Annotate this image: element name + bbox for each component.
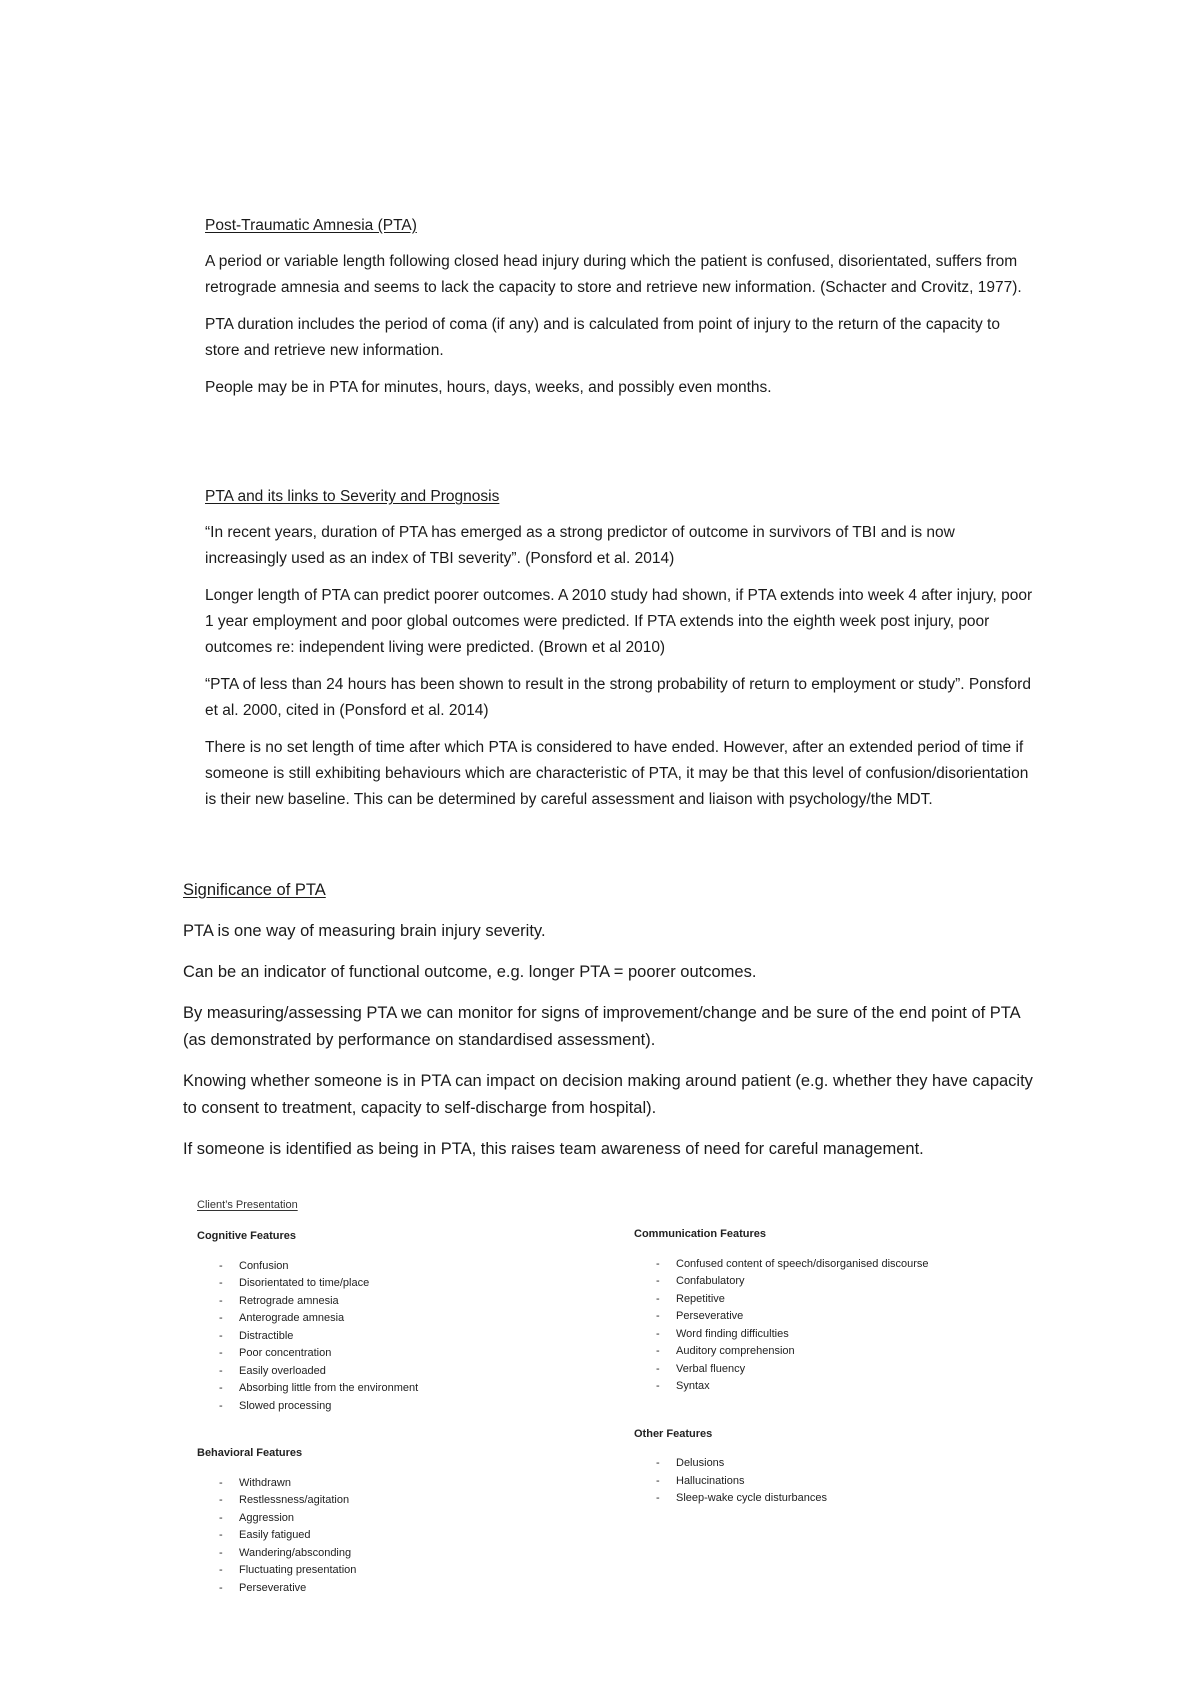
list-item: - Restlessness/agitation	[219, 1492, 617, 1510]
communication-features	[634, 1226, 1094, 1396]
feature-list	[634, 1256, 1094, 1396]
list-item: - Absorbing little from the environment	[219, 1380, 617, 1398]
paragraph: PTA duration includes the period of coma (if any) and is calculated from point of injury to the return of the capacity to store and retrieve new information.	[205, 316, 1000, 359]
list-item: - Withdrawn	[219, 1475, 617, 1493]
list-item: - Anterograde amnesia	[219, 1310, 617, 1328]
list-item: - Repetitive	[656, 1291, 1094, 1309]
paragraph: PTA is one way of measuring brain injury severity.	[183, 922, 546, 940]
paragraph: If someone is identified as being in PTA, this raises team awareness of need for careful management.	[183, 1140, 924, 1158]
other-features	[634, 1426, 1094, 1508]
list-item: - Slowed processing	[219, 1398, 617, 1416]
list-item: - Verbal fluency	[656, 1361, 1094, 1379]
presentation-title: Client’s Presentation	[197, 1199, 298, 1211]
list-item: - Distractible	[219, 1328, 617, 1346]
paragraph: A period or variable length following closed head injury during which the patient is confused, disorientated, suffers from retrograde amnesia and seems to lack the capacity to store and retrieve new information. (Schacter and Crovitz, 1977).	[205, 253, 1022, 296]
group-heading: Behavioral Features	[197, 1447, 303, 1459]
paragraph: Longer length of PTA can predict poorer outcomes. A 2010 study had shown, if PTA extends into week 4 after injury, poor 1 year employment and poor global outcomes were predicted. If PTA extends into the eighth week post injury, poor outcomes re: independent living were predicted. (Brown et al 2010)	[205, 587, 1033, 656]
list-item: - Delusions	[656, 1455, 1094, 1473]
paragraph: “In recent years, duration of PTA has emerged as a strong predictor of outcome in survivors of TBI and is now increasingly used as an index of TBI severity”. (Ponsford et al. 2014)	[205, 524, 955, 567]
paragraph: By measuring/assessing PTA we can monitor for signs of improvement/change and be sure of the end point of PTA (as demonstrated by performance on standardised assessment).	[183, 1004, 1020, 1049]
section-pta-definition	[205, 213, 1035, 412]
list-item: - Fluctuating presentation	[219, 1562, 617, 1580]
group-heading: Other Features	[634, 1427, 713, 1440]
list-item: - Auditory comprehension	[656, 1343, 1094, 1361]
paragraph: People may be in PTA for minutes, hours, days, weeks, and possibly even months.	[205, 379, 772, 396]
presentation-right-column	[634, 1226, 1094, 1538]
paragraph: There is no set length of time after which PTA is considered to have ended. However, after an extended period of time if someone is still exhibiting behaviours which are characteristic of PTA, it may be that this level of confusion/disorientation is their new baseline. This can be determined by careful assessment and liaison with psychology/the MDT.	[205, 739, 1029, 808]
cognitive-features	[197, 1228, 617, 1415]
behavioral-features	[197, 1445, 617, 1597]
list-item: - Easily overloaded	[219, 1363, 617, 1381]
list-item: - Confabulatory	[656, 1273, 1094, 1291]
presentation-left-column	[197, 1228, 617, 1627]
list-item: - Disorientated to time/place	[219, 1275, 617, 1293]
list-item: - Perseverative	[656, 1308, 1094, 1326]
list-item: - Hallucinations	[656, 1473, 1094, 1491]
feature-list	[634, 1455, 1094, 1508]
paragraph: Knowing whether someone is in PTA can impact on decision making around patient (e.g. whether they have capacity to consent to treatment, capacity to self-discharge from hospital).	[183, 1072, 1033, 1117]
paragraph: “PTA of less than 24 hours has been shown to result in the strong probability of return to employment or study”. Ponsford et al. 2000, cited in (Ponsford et al. 2014)	[205, 676, 1031, 719]
section-heading: Significance of PTA	[183, 881, 326, 899]
list-item: - Aggression	[219, 1510, 617, 1528]
group-heading: Cognitive Features	[197, 1230, 297, 1242]
list-item: - Sleep-wake cycle disturbances	[656, 1490, 1094, 1508]
list-item: - Retrograde amnesia	[219, 1293, 617, 1311]
feature-list	[197, 1258, 617, 1416]
list-item: - Perseverative	[219, 1580, 617, 1598]
section-heading: PTA and its links to Severity and Prognosis	[205, 488, 500, 505]
section-heading: Post-Traumatic Amnesia (PTA)	[205, 217, 417, 234]
list-item: - Syntax	[656, 1378, 1094, 1396]
list-item: - Wandering/absconding	[219, 1545, 617, 1563]
list-item: - Confusion	[219, 1258, 617, 1276]
section-severity-prognosis	[205, 484, 1035, 824]
section-significance	[183, 877, 1043, 1177]
list-item: - Word finding difficulties	[656, 1326, 1094, 1344]
feature-list	[197, 1475, 617, 1598]
list-item: - Poor concentration	[219, 1345, 617, 1363]
list-item: - Confused content of speech/disorganised discourse	[656, 1256, 1094, 1274]
group-heading: Communication Features	[634, 1228, 767, 1240]
list-item: - Easily fatigued	[219, 1527, 617, 1545]
paragraph: Can be an indicator of functional outcome, e.g. longer PTA = poorer outcomes.	[183, 963, 757, 981]
